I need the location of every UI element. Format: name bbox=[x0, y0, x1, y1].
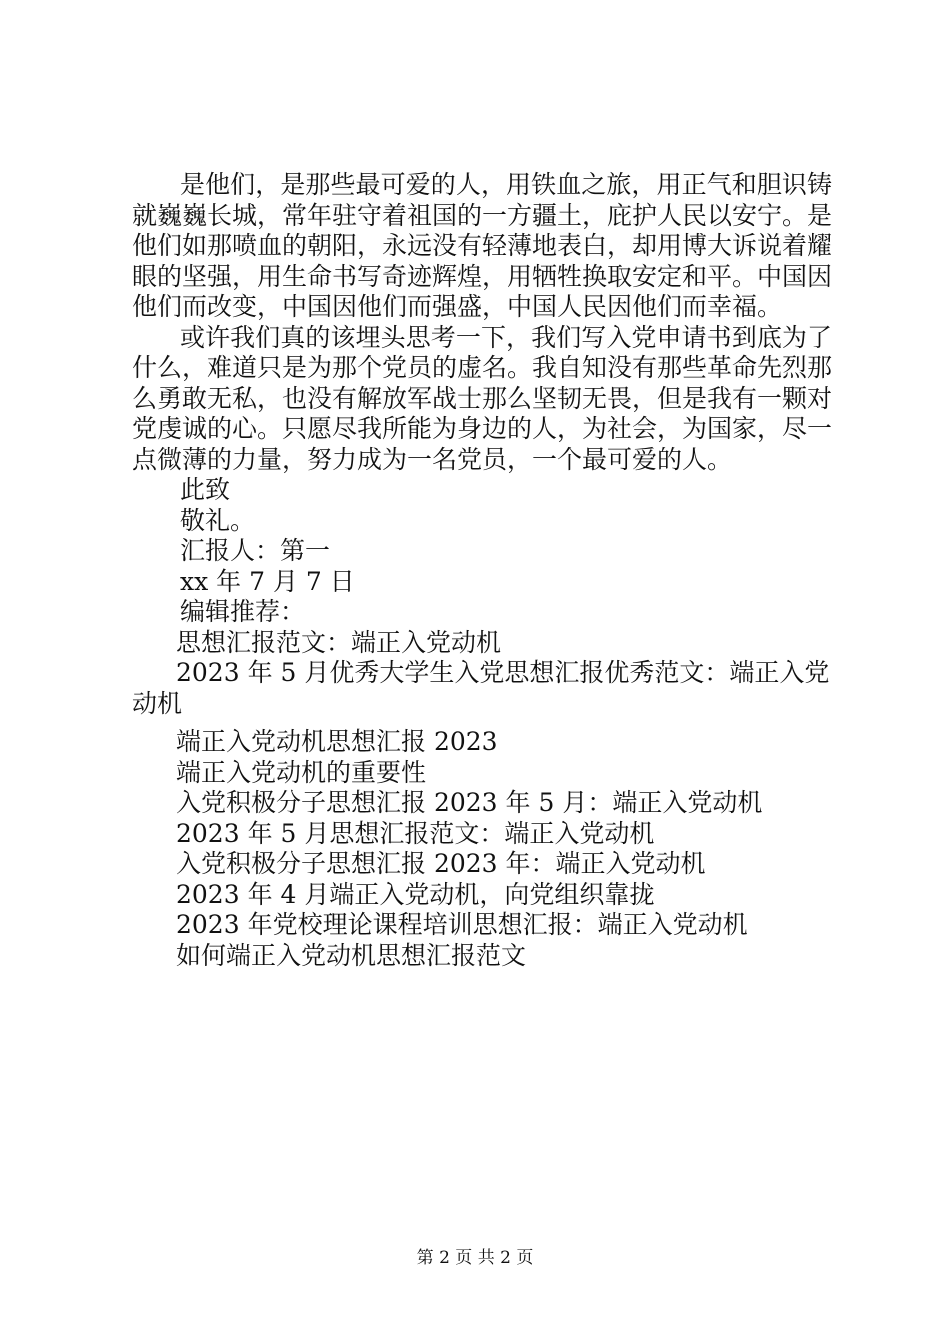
recommend-link-9[interactable]: 2023 年党校理论课程培训思想汇报：端正入党动机 bbox=[176, 910, 748, 939]
recommend-link-1[interactable]: 思想汇报范文：端正入党动机 bbox=[176, 627, 502, 657]
reporter-signature: 汇报人：第一 bbox=[180, 536, 331, 565]
recommend-link-8[interactable]: 2023 年 4 月端正入党动机，向党组织靠拢 bbox=[176, 879, 655, 909]
recommend-link-6[interactable]: 2023 年 5 月思想汇报范文：端正入党动机 bbox=[176, 818, 655, 848]
document-body bbox=[132, 170, 832, 971]
closing-regards: 敬礼。 bbox=[180, 505, 256, 535]
recommend-link-3[interactable]: 端正入党动机思想汇报 2023 bbox=[176, 727, 498, 756]
recommend-link-4[interactable]: 端正入党动机的重要性 bbox=[176, 757, 427, 787]
page-footer: 第 2 页 共 2 页 bbox=[416, 1248, 534, 1268]
recommend-heading: 编辑推荐： bbox=[180, 597, 306, 626]
recommend-link-10[interactable]: 如何端正入党动机思想汇报范文 bbox=[176, 940, 527, 970]
recommend-link-2[interactable]: 2023 年 5 月优秀大学生入党思想汇报优秀范文：端正入党动机 bbox=[132, 658, 830, 718]
body-paragraph-1: 是他们，是那些最可爱的人，用铁血之旅，用正气和胆识铸就巍巍长城，常年驻守着祖国的一方疆土，庇护人民以安宁。是他们如那喷血的朝阳，永远没有轻薄地表白，却用博大诉说着耀眼的坚强，用生命书写奇迹辉煌，用牺牲换取安定和平。中国因他们而改变，中国因他们而强盛，中国人民因他们而幸福。 bbox=[132, 170, 833, 321]
recommend-link-5[interactable]: 入党积极分子思想汇报 2023 年 5 月：端正入党动机 bbox=[176, 788, 763, 817]
recommend-link-7[interactable]: 入党积极分子思想汇报 2023 年：端正入党动机 bbox=[176, 849, 706, 878]
closing-salutation: 此致 bbox=[180, 475, 231, 504]
body-paragraph-2: 或许我们真的该埋头思考一下，我们写入党申请书到底为了什么，难道只是为那个党员的虚名。我自知没有那些革命先烈那么勇敢无私，也没有解放军战士那么坚韧无畏，但是我有一颗对党虔诚的心。只愿尽我所能为身边的人，为社会，为国家，尽一点微薄的力量，努力成为一名党员，一个最可爱的人。 bbox=[132, 322, 833, 474]
report-date: xx 年 7 月 7 日 bbox=[180, 566, 355, 596]
